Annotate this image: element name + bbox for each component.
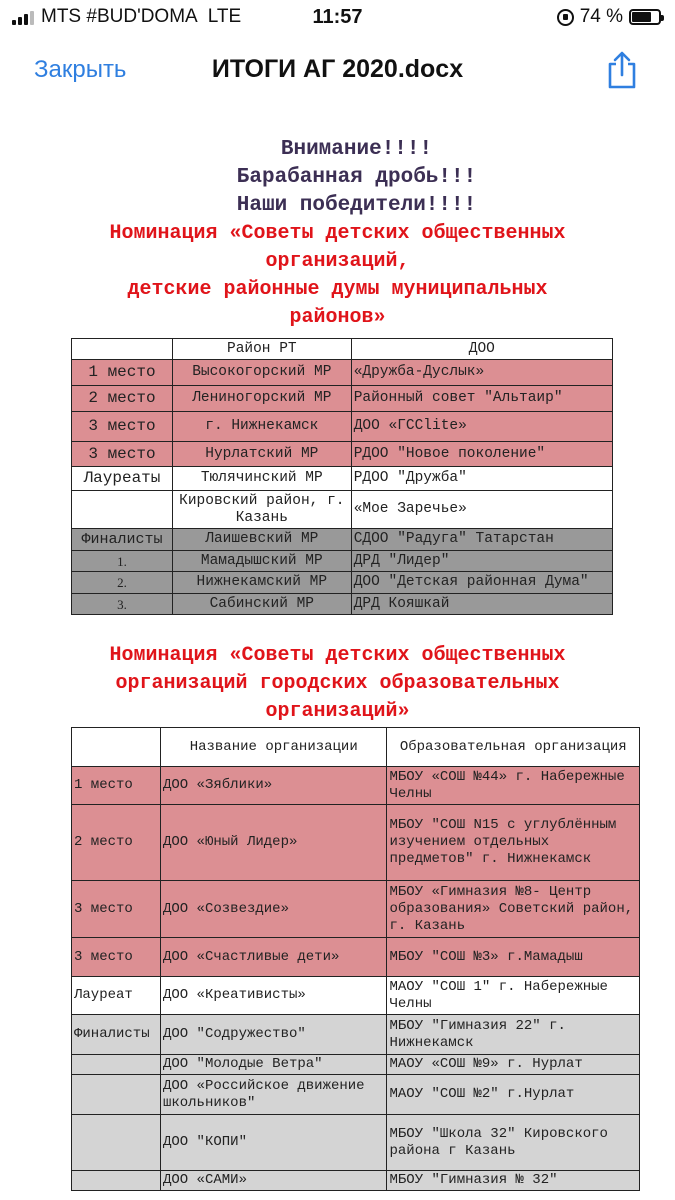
table-cell: ДОО "Детская районная Дума" <box>351 572 612 594</box>
table-cell: ДОО «Юный Лидер» <box>160 805 387 881</box>
table-cell: ДОО «САМИ» <box>160 1171 387 1191</box>
nomination-1-line-2: организаций, <box>265 250 410 273</box>
nomination-1-line-4: районов» <box>289 306 386 329</box>
table-cell <box>72 491 173 529</box>
network-type: LTE <box>207 6 242 27</box>
battery-icon <box>629 9 661 25</box>
district-results-table <box>71 338 613 615</box>
table-cell: Лаишевский МР <box>172 529 351 551</box>
table2-header-name: Название организации <box>160 728 387 767</box>
table-cell: Тюлячинский МР <box>172 467 351 491</box>
table-cell: Нижнекамский МР <box>172 572 351 594</box>
intro-line-1: Внимание!!!! <box>280 138 433 161</box>
table-cell: 1 место <box>72 767 161 805</box>
table-cell: г. Нижнекамск <box>172 412 351 442</box>
clock: 11:57 <box>312 6 363 28</box>
table-cell: МАОУ «СОШ №9» г. Нурлат <box>387 1055 640 1075</box>
table-cell: ДРД Кояшкай <box>351 594 612 615</box>
table2-header-school: Образовательная организация <box>387 728 640 767</box>
table-cell: ДОО «Креативисты» <box>160 977 387 1015</box>
document-body <box>0 136 675 332</box>
table-cell: МБОУ «СОШ №44» г. Набережные Челны <box>387 767 640 805</box>
table-cell: Мамадышский МР <box>172 551 351 572</box>
table1-header-org: ДОО <box>351 339 612 360</box>
table-cell: МБОУ "Гимназия № 32" <box>387 1171 640 1191</box>
battery-percent: 74 % <box>579 6 623 27</box>
table-cell: МБОУ "Школа 32" Кировского района г Казань <box>387 1115 640 1171</box>
table-cell: 3 место <box>72 938 161 977</box>
nomination-1-line-1: Номинация «Советы детских общественных <box>109 222 566 245</box>
table-cell: Финалисты <box>72 529 173 551</box>
carrier-name: MTS #BUD'DOMA <box>41 6 198 27</box>
table-cell <box>72 1115 161 1171</box>
table-cell: ДОО "КОПИ" <box>160 1115 387 1171</box>
table-cell: 2 место <box>72 386 173 412</box>
table-cell: ДОО «ГСClite» <box>351 412 612 442</box>
table-cell: 2. <box>72 572 173 594</box>
status-bar <box>0 0 675 36</box>
school-results-table <box>71 727 640 1191</box>
table-cell: Высокогорский МР <box>172 360 351 386</box>
table-cell: 3 место <box>72 442 173 467</box>
table-cell: СДОО "Радуга" Татарстан <box>351 529 612 551</box>
table2-header-place <box>72 728 161 767</box>
table-cell: ДОО «Счастливые дети» <box>160 938 387 977</box>
table-cell: «Мое Заречье» <box>351 491 612 529</box>
table-cell: 1 место <box>72 360 173 386</box>
intro-line-2: Барабанная дробь!!! <box>236 166 477 189</box>
table-cell: МБОУ "СОШ №3» г.Мамадыш <box>387 938 640 977</box>
table-cell: 3 место <box>72 412 173 442</box>
table-cell <box>72 1075 161 1115</box>
table-cell: Нурлатский МР <box>172 442 351 467</box>
table-cell: Лауреаты <box>72 467 173 491</box>
table-cell: ДОО «Зяблики» <box>160 767 387 805</box>
table-cell <box>72 1055 161 1075</box>
table-cell: Кировский район, г. Казань <box>172 491 351 529</box>
nomination-2-line-3: организаций» <box>265 700 410 723</box>
orientation-lock-icon <box>557 9 574 26</box>
table-cell: РДОО "Дружба" <box>351 467 612 491</box>
table-cell: 2 место <box>72 805 161 881</box>
table-cell: МАОУ "СОШ №2" г.Нурлат <box>387 1075 640 1115</box>
nomination-1-line-3: детские районные думы муниципальных <box>127 278 548 301</box>
table-cell: ДОО "Содружество" <box>160 1015 387 1055</box>
close-button[interactable]: Закрыть <box>34 56 127 83</box>
table-cell: Сабинский МР <box>172 594 351 615</box>
table-cell: Районный совет "Альтаир" <box>351 386 612 412</box>
nomination-2-line-1: Номинация «Советы детских общественных <box>109 644 566 667</box>
nomination-2-heading <box>0 642 675 726</box>
table-cell: МБОУ "Гимназия 22" г. Нижнекамск <box>387 1015 640 1055</box>
table-cell: ДОО «Созвездие» <box>160 881 387 938</box>
table-cell: Лауреат <box>72 977 161 1015</box>
table-cell: ДОО "Молодые Ветра" <box>160 1055 387 1075</box>
table1-header-place <box>72 339 173 360</box>
document-title: ИТОГИ АГ 2020.docx <box>211 55 464 83</box>
table-cell: РДОО "Новое поколение" <box>351 442 612 467</box>
table-cell: Лениногорский МР <box>172 386 351 412</box>
intro-line-3: Наши победители!!!! <box>236 194 477 217</box>
table-cell: ДОО «Российское движение школьников" <box>160 1075 387 1115</box>
nav-bar <box>0 40 675 100</box>
status-right <box>557 6 661 28</box>
table-cell: «Дружба-Дуслык» <box>351 360 612 386</box>
table-cell <box>72 1171 161 1191</box>
table1-header-district: Район РТ <box>172 339 351 360</box>
table-cell: ДРД "Лидер" <box>351 551 612 572</box>
table-cell: 3. <box>72 594 173 615</box>
nomination-2-line-2: организаций городских образовательных <box>115 672 560 695</box>
table-cell: МАОУ "СОШ 1" г. Набережные Челны <box>387 977 640 1015</box>
table-cell: МБОУ "СОШ N15 с углублённым изучением отдельных предметов" г. Нижнекамск <box>387 805 640 881</box>
table-cell: 3 место <box>72 881 161 938</box>
table-cell: Финалисты <box>72 1015 161 1055</box>
table-cell: МБОУ «Гимназия №8- Центр образования» Советский район, г. Казань <box>387 881 640 938</box>
share-icon[interactable] <box>605 50 639 90</box>
table-cell: 1. <box>72 551 173 572</box>
